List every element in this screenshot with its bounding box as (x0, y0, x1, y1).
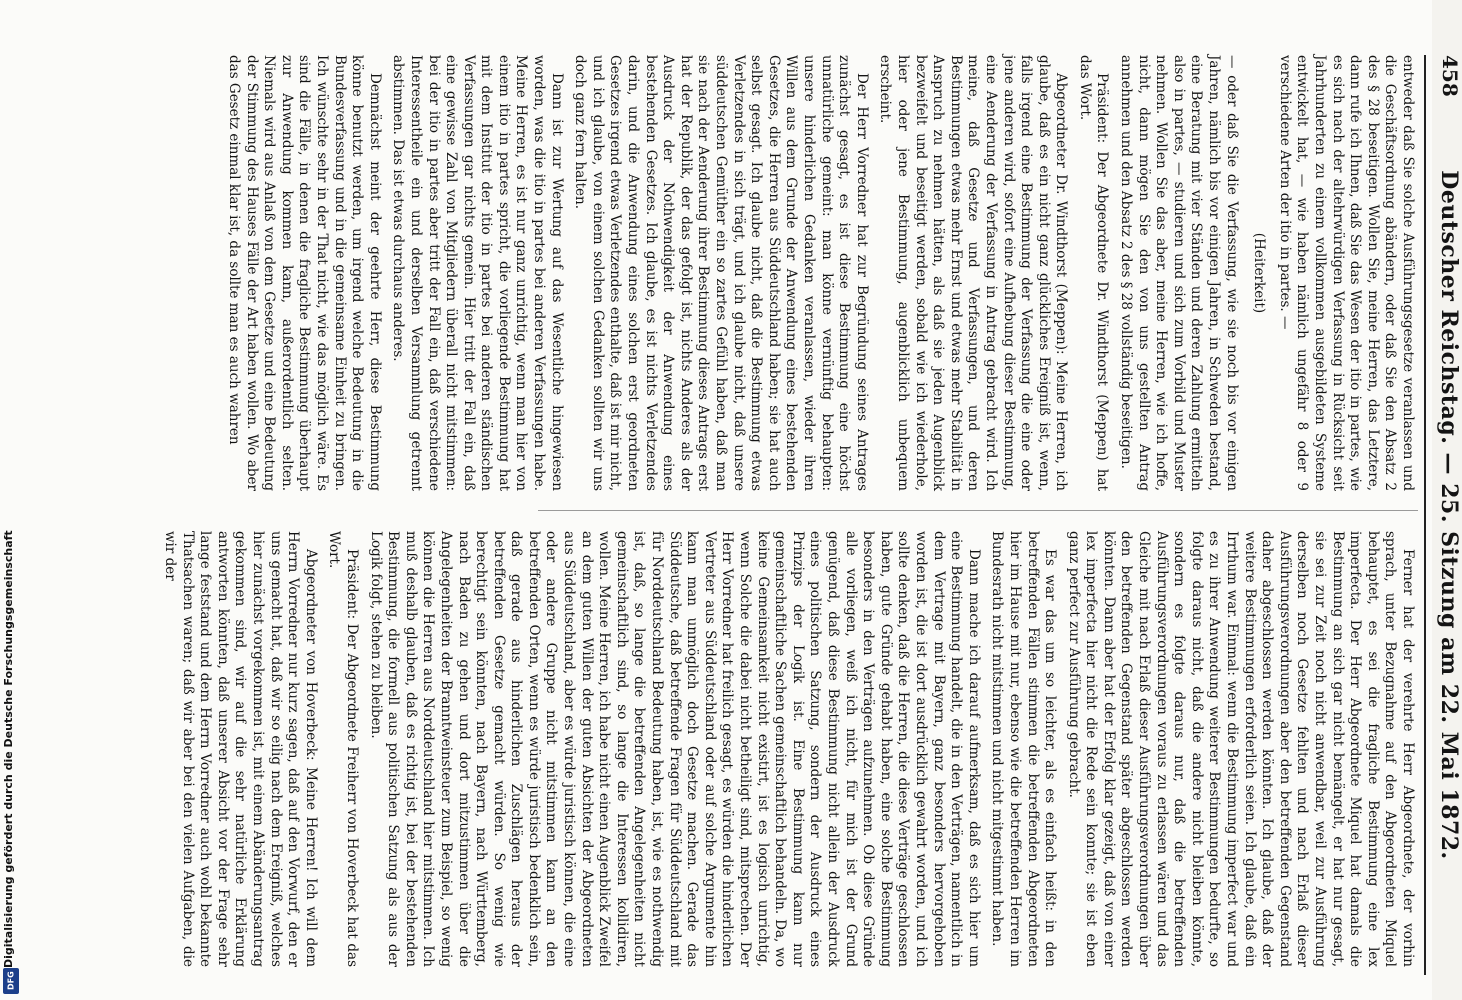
paragraph: Demnächst meint der geehrte Herr, diese Bestimmung könne benutzt werden, um irgend welche Bedeutung in die Bundesverfassung und in die gemeinsame Einheit zu bringen. Ich wünschte sehr in der That nicht, wie das möglich wäre. Es sind die Fälle, in denen die fragliche Bestimmung überhaupt zur Anwendung kommen kann, außerordentlich selten. Niemals wird aus Anlaß von dem Gesetze und eine Bedeutung der Stimmung des Hauses Fälle der Art haben wollen. Wo aber das Gesetz einmal klar ist, da sollte man es auch wahren (226, 55, 383, 491)
rotated-page (32, 55, 1462, 975)
paragraph: Der Herr Vorredner hat zur Begründung seines Antrages zunächst gesagt, es ist diese Bestimmung eine höchst unnatürliche gemeint: man könne vernünftig behaupten: unsere hinderlichen Gedanken veranlassen, wieder ihren Willen aus dem Grunde der Anwendung eines bestehenden Gesetzes, die Herren aus Süddeutschland haben; sie hat auch selbst gesagt. Ich glaube nicht, daß die Bestimmung etwas Verletzendes in sich trägt, und ich glaube nicht, daß unsere süddeutschen Gemüther ein so zartes Gefühl haben, daß man sie nach der Aenderung ihrer Bestimmung dieses Antrags erst hat der Republik, der das gefolgt ist, nichts Anderes als der Ausdruck der Nothwendigkeit der Anwendung eines bestehenden Gesetzes. Ich glaube, es ist nichts Verletzendes darin, und die Anwendung eines solchen erst geordneten Gesetzes irgend etwas Verletzendes enthalte, daß ist mir nicht, und ich glaube, von einem solchen Gedanken sollten wir uns doch ganz fern halten. (572, 55, 870, 491)
paragraph: Es war das um so leichter, als es einfach heißt: in den betreffenden Fällen stimmen die betreffenden Abgeordneten hier im Hause mit nur, ebenso wie die betreffenden Herren im Bundesrath nicht mitstimmen und nicht mitgestimmt haben. (989, 531, 1059, 967)
right-column (162, 531, 1416, 967)
paragraph: Ferner hat der verehrte Herr Abgeordnete, der vorhin sprach, unter Bezugnahme auf den Abgeordneten Miquel behauptet, es sei die fragliche Bestimmung eine lex imperfecta. Der Herr Abgeordnete Miquel hat damals die Bestimmung an sich gar nicht bemängelt, er hat nur gesagt, sie sei zur Zeit noch nicht anwendbar, weil zur Ausführung derselben noch Gesetze fehlten und nach Erlaß dieser Ausführungsverordnungen aber den betreffenden Gegenstand daher abgeschlossen werden könnten. Ich glaube, daß der weitere Bestimmungen erforderlich seien. Ich glaube, daß ein Irrthum war. Einmal: wenn die Bestimmung imperfect war und es zu ihrer Anwendung weiterer Bestimmungen bedurfte, so folgte daraus nicht, daß die andere nicht bleiben könnte, sondern es folgte daraus nur, daß die betreffenden Ausführungsverordnungen voraus zu erlassen wären und das Gleiche mit nach Erlaß dieser Ausführungsverordnungen über den betreffenden Gegenstand später abgeschlossen werden könnten. Dann aber hat der Erfolg klar gezeigt, daß von einer lex imperfecta hier nicht die Rede sein konnte; sie ist eben ganz perfect zur Ausführung gebracht. (1065, 531, 1416, 967)
paragraph: Abgeordneter von Hoverbeck: Meine Herren! Ich will dem Herrn Vorredner nur kurz sagen, daß auf den Vorwurf, den er uns gemacht hat, daß wir so eilig nach dem Ereigniß, welches hier zunächst vorgekommen ist, mit einem Abänderungsantrag gekommen sind, wir auf die sehr natürliche Erklärung antworten könnten, daß unserer Absicht vor der Frage sehr lange feststand und dem Herrn Vorredner auch wohl bekannte Thatsachen waren; daß wir aber bei den vielen Aufgaben, die wir der (162, 531, 319, 967)
paragraph: (Heiterkeit) (1251, 232, 1268, 314)
page-number: 458 (1438, 55, 1462, 97)
digitization-credit: Digitalisierung gefördert durch die Deutsche Forschungsgemeinschaft (2, 530, 15, 968)
paragraph: Präsident: Der Abgeordnete Dr. Windthorst (Meppen) hat das Wort. (1076, 55, 1111, 491)
paragraph: Abgeordneter Dr. Windthorst (Meppen): Meine Herren, ich glaube, daß es ein nicht ganz glückliches Ereigniß ist, wenn, falls irgend eine Bestimmung der Verfassung die eine oder jene anderen wird, sofort eine Aufhebung dieser Bestimmung, eine Aenderung der Verfassung in Antrag gebracht wird. Ich meine, daß Gesetze und Verfassungen, und deren Bestimmungen etwas mehr Ernst und etwas mehr Stabilität in Anspruch zu nehmen hätten, als daß sie jeden Augenblick bezweifelt und beseitigt werden, sobald wie ich wiederhole, hier oder jene Bestimmung, augenblicklich unbequem erscheint. (877, 55, 1070, 491)
paragraph: Dann mache ich darauf aufmerksam, daß es sich hier um eine Bestimmung handelt, die in den Verträgen, namentlich in dem Vertrage mit Bayern, ganz besonders hervorgehoben worden ist, die ist dort ausdrücklich gewahrt worden, und ich sollte denken, daß die Herren, die diese Verträge geschlossen haben, gute Gründe gehabt haben, eine solche Bestimmung besonders in den Verträgen aufzunehmen. Ob diese Gründe alle vorliegen, weiß ich nicht, für mich ist der Grund genügend, daß diese Bestimmung nicht allein der Ausdruck eines politischen Satzung, sondern der Ausdruck eines Prinzips der Logik ist. Eine Bestimmung kann nur gemeinschaftliche Sachen gemeinschaftlich behandeln. Da, wo keine Gemeinsamkeit nicht existirt, ist es logisch unrichtig, wenn Solche die dabei nicht betheiligt sind, mitsprechen. Der Herr Vorredner hat freilich gesagt, es würden die hinderlichen Vertreter aus Süddeutschland oder auf solche Argumente hin kann man unmöglich doch Gesetze machen. Gerade das Süddeutsche, daß betreffende Fragen für Süddeutschland mit für Norddeutschland Bedeutung haben, ist, wie es nothwendig ist, daß, so lange die betreffenden Angelegenheiten nicht gemeinschaftlich sind, so lange die Interessen kollidiren, wollen. Meine Herren, ich habe nicht einen Augenblick Zweifel an dem guten Willen der guten Absichten der Abgeordneten aus Süddeutschland, aber es würde juristisch können, die eine oder andere Gruppe nicht mitstimmen kann an den betreffenden Orten, wenn es würde juristisch bedenklich sein, daß gerade aus hinderlichen Zuschlägen heraus der betreffenden Gesetze gemacht würden. So wenig wie berechtigt sein könnten, nach Bayern, nach Württemberg, nach Baden zu gehen und dort mitzustimmen über die Angelegenheiten der Branntweinsteuer zum Beispiel, so wenig können die Herren aus Norddeutschland hier mitstimmen. Ich muß deshalb glauben, daß es richtig ist, bei der bestehenden Bestimmung, die formell aus politischen Satzung als aus der Logik folgt, stehen zu bleiben. (367, 531, 982, 967)
digitization-footer (2, 0, 20, 1000)
column-divider (538, 510, 1418, 511)
header-rule (1424, 55, 1426, 975)
page-title: Deutscher Reichstag. — 25. Sitzung am 22. Mai 1872. (1436, 170, 1462, 860)
dfg-logo: DFG (3, 968, 19, 994)
paragraph: Dann ist zur Wertung auf das Wesentliche hingewiesen worden, was die itio in partes bei anderen Verfassungen habe. Meine Herren, es ist nur ganz unrichtig, wenn man hier von einem itio in partes spricht, die vorliegende Bestimmung hat mit dem Institut der itio in partes bei anderen ständischen Verfassungen gar nichts gemein. Hier tritt der Fall ein, daß eine gewisse Zahl von Mitgliedern überall nicht mitstimmen: bei der itio in partes aber tritt der Fall ein, daß verschiedene Interessentheile ein und derselben Versammlung getrennt abstimmen. Das ist etwas durchaus anderes. (390, 55, 565, 491)
paragraph: — oder daß Sie die Verfassung, wie sie noch bis vor einigen Jahren, nämlich bis vor einigen Jahren, in Schweden bestand, eine Beratung mit vier Ständen und deren Zahlung ermitteln also in partes, — studieren und sich zum Vorbild und Muster nehmen. Wollen Sie das aber, meine Herren, wie ich hoffe, nicht, dann mögen Sie den von uns gestellten Antrag annehmen und den Absatz 2 des § 28 vollständig beseitigen. (1118, 55, 1240, 491)
paragraph: Präsident: Der Abgeordnete Freiherr von Hoverbeck hat das Wort. (326, 531, 360, 967)
left-column (226, 55, 1416, 491)
paragraph: entweder daß Sie solche Ausführungsgesetze veranlassen und die Geschäftsordnung abändern, oder daß Sie den Absatz 2 des § 28 beseitigen. Wollen Sie, meine Herren, das Letztere, dann rufe ich Ihnen, daß Sie das Wesen der itio in partes, wie es sich nach der altehrwürdigen Verfassung in Rücksicht seit Jahrhunderten zu einem vollkommen ausgebildeten Systeme entwickelt hat, — wie haben nämlich ungefähr 8 oder 9 verschiedene Arten der itio in partes. — (1276, 55, 1416, 491)
page-header (1428, 55, 1462, 975)
